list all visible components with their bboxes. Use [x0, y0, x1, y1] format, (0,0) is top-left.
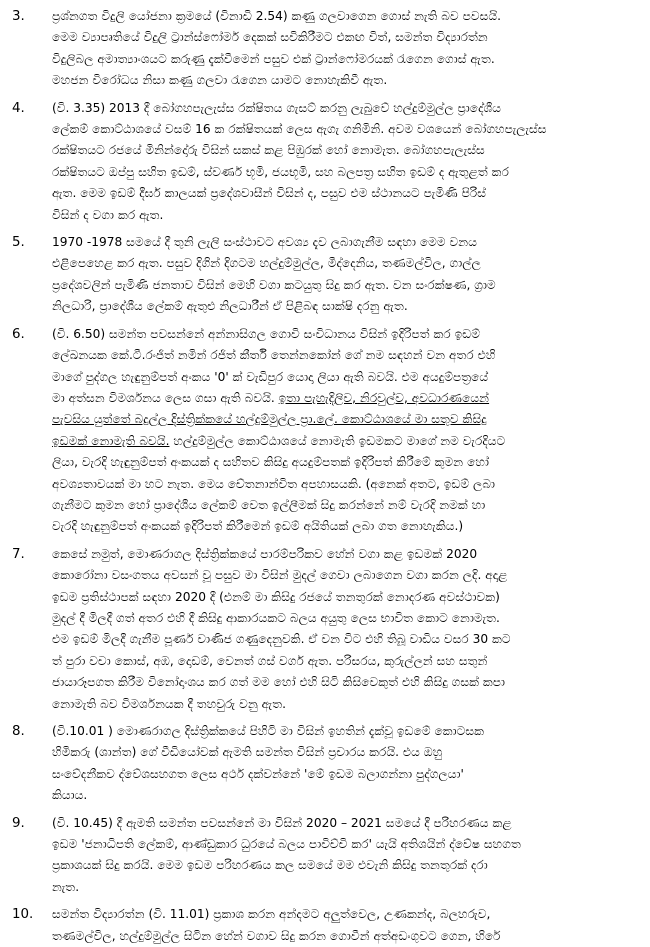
text-line: (වි. 3.35) 2013 දී බෝගහපැලැස්ස රක්ෂිතය ගැසට් කරනු ලැබුවේ හල්දුම්මුල්ල ප්‍රාදේශීය — [52, 100, 501, 115]
text-line: ලේකම් කොට්ඨාශයේ වසම් 16 ක රක්ෂිතයක් ලෙස ඇගැ ගනිමිනි. අවම වශයෙන් බෝගහපැලැස්ස — [52, 122, 547, 137]
text-line: (වි.10.01 ) මොණරාගල දිස්ත්‍රික්කයේ පිහිටි මා විසින් ඉහතින් දැක්වූ ඉඩමේ කොටසක — [52, 724, 485, 738]
text-line: ඉඩම 'ජනාධිපති ලේකම්, ආණ්ඩුකාර ධුරයේ බලය පාවිච්චි කර' යැයි අතිශයින් ද්වේෂ සහගත — [52, 837, 521, 852]
text-line: නැත. — [52, 879, 80, 894]
text-line: (වි. 10.45) දී ඇමති සමන්ත පවසන්නේ මා විසින් 2020 – 2021 සමයේ දී පරිහරණය කළ — [52, 815, 512, 830]
text-line: ඉඩමක් නොමැති බවයි. හල්දුම්මුල්ල කොට්ඨාශයේ නොමැති ඉඩමකට මාගේ නම වැරදියට — [52, 433, 506, 448]
text-line: මහජන විරෝධය නිසා කණු ගලවා රැගෙන යාමට නොහැකිවී ඇත. — [52, 73, 388, 88]
list-item — [12, 324, 628, 538]
text-line: කොරෝනා වසංගතය අවසන් වූ පසුව මා විසින් මුදල් ගෙවා ලබාගෙන වගා කරන ලදි. අදාළ — [52, 568, 508, 583]
item-paragraph — [52, 813, 628, 899]
text-line: අවශ්‍යතාවයක් මා හට නැත. මෙය චේතනාන්විත අපහාසයකි. (අනෙක් අතට, ඉඩම් ලබා — [52, 476, 496, 491]
text-line: ප්‍රශ්නගත විදුලි යෝජනා ක්‍රමයේ (විනාඩි 2.54) කණු ගලවාගෙන ගොස් නැති බව පවසයි. — [52, 9, 502, 23]
text-line: ඇත. මෙම ඉඩම් දීර්ඝ කාලයක් ප්‍රදේශවාසීන් විසින් ද, පසුව එම ස්ථානයට පැමිණි පිරිස් — [52, 186, 487, 201]
text-line: නොමැති බව විමර්ශනයක දී තහවුරු වනු ඇත. — [52, 696, 287, 711]
text-line: එළිපෙහෙළ කර ඇත. පසුව දිගින් දිගටම හල්දුම්මුල්ල, මීද්දෙනිය, තණමල්විල, ගාල්ල — [52, 256, 481, 271]
text-line: රක්ෂිතයට ඔප්පු සහිත ඉඩම්, ස්වර්ණ භූමි, ජයභූමි, සහ බලපත්‍ර සහිත ඉඩම් ද ඇතුළත් කර — [52, 164, 509, 179]
item-paragraph — [52, 324, 628, 538]
item-number: 3. — [12, 9, 25, 24]
item-number: 9. — [12, 815, 25, 831]
text-line: ගැනීමට කුමන හෝ ප්‍රාදේශීය ලේකම් වෙත ඉල්ලීමක් සිදු කරන්නේ නම් වැරදි නමක් හා — [52, 497, 486, 512]
text-line: කෙසේ නමුත්, මොණරාගල දිස්ත්‍රික්කයේ පාරම්පරිකව හේන් වගා කළ ඉඩමක් 2020 — [52, 546, 478, 561]
item-number: 4. — [12, 100, 25, 116]
text-line: සමන්ත විද්‍යාරත්න (වි. 11.01) ප්‍රකාශ කරන අන්දමට අලුත්වෙල, උණකන්ද, බලහරුව, — [52, 907, 491, 922]
text-line: විසින් ද වගා කර ඇත. — [52, 207, 164, 222]
item-number: 8. — [12, 724, 25, 739]
item-paragraph — [52, 544, 628, 715]
item-paragraph — [52, 232, 628, 318]
item-number: 6. — [12, 326, 25, 342]
text-line: 1970 -1978 සමයේ දී තුනි ලැලි සංස්ථාවට අවශ්‍ය දැව ලබාගැනීම සඳහා මෙම වනය — [52, 235, 477, 250]
item-number: 10. — [12, 907, 34, 923]
list-item — [12, 904, 628, 947]
item-paragraph — [52, 6, 628, 92]
text-line: තණමල්විල, හල්දුම්මුල්ල සිටින හේන් වගාව සිදු කරන ගොවීන් අත්අඩංගුවට ගෙන, හිරේ — [52, 928, 501, 943]
text-line: මෙම ව්‍යාපෘතියේ විදුලි ට්‍රාන්ස්ෆෝමර් දෙකක් සවිකිරීමට එකඟ විත්, සමන්ත විද්‍යාරත්න — [52, 30, 488, 45]
text-line: ලියා, වැරදි හැඳුනුම්පත් අංකයක් ද සහිතව කිසිදු අයදුම්පතක් ඉදිරිපත් කිරීමේ කුමන හෝ — [52, 455, 489, 470]
text-line: මා අත්සන විමර්ශනය ලෙස ගසා ඇති බවයි. ඉතා පැහැදිලිව, නිරවුල්ව, අවධාරණයෙන් — [52, 390, 490, 405]
text-line: ජායාරූපගත කිරීම විනෝදාංශය කර ගත් මම හෝ එහි සිටි කිසිවෙකුත් එහි කිසිදු ගසක් කපා — [52, 675, 506, 690]
text-line: ලේඛනයක කේ.ටී.රංජිත් නමින් රජිත් කීර්ති තෙන්නකෝන් ගේ නම සඳහන් වන අතර එහි — [52, 348, 496, 363]
list-item — [12, 6, 628, 92]
text-line: එම ඉඩම් මිලදී ගැනීම පූර්ණ වාණිජ ගණුදෙනුවකි. ඒ වන විට එහි තිබූ වාඩිය වසර 30 කට — [52, 632, 511, 647]
item-paragraph — [52, 904, 628, 947]
text-line: ප්‍රකාශයක් සිදු කරයි. මෙම ඉඩම පරිහරණය කල සමයේ මම එවැනි කිසිදු තනතුරක් දරා — [52, 858, 488, 873]
list-item — [12, 813, 628, 899]
text-line: කියාය. — [52, 788, 88, 803]
item-paragraph — [52, 721, 628, 807]
text-line: ප්‍රදේශවලින් පැමිණි ජනතාව විසින් මෙහි වගා කටයුතු සිදු කර ඇත. වන සංරක්ෂණ, ග්‍රාම — [52, 277, 496, 292]
text-line: වැරදි හැඳුනුම්පත් අංකයක් ඉදිරිපත් කිරීමෙන් ඉඩම් අයිතියක් ලබා ගත නොහැකිය.) — [52, 519, 464, 534]
list-item — [12, 721, 628, 807]
numbered-list — [12, 6, 628, 947]
item-number: 5. — [12, 235, 25, 251]
list-item — [12, 232, 628, 318]
list-item — [12, 544, 628, 715]
item-paragraph — [52, 98, 628, 226]
text-line: හිමිකරු (ශාන්ත) ගේ වීඩියෝවක් ඇමති සමන්ත විසින් ප්‍රචාරය කරයි. එය ඔහු — [52, 745, 443, 760]
text-line: විදුලිබල අමාත්‍යාංශයට කරුණු දැක්වීමෙන් පසුව එක් ට්‍රාන්ෆෝමරයක් රැගෙන ගොස් ඇත. — [52, 51, 495, 66]
text-line: ඉඩම ප්‍රතිස්ථාපක් සඳහා 2020 දී (එනම් මා කිසිදු රජයේ තනතුරක් නොදරණ අවස්ථාවක) — [52, 589, 500, 604]
text-line — [52, 409, 628, 430]
underlined-text: ඉඩමක් නොමැති බවයි. — [52, 433, 170, 448]
text-line: සංවේදනීකව ද්වේශසහගත ලෙස අර්ථ දක්වන්නේ 'මේ ඉඩම බලාගන්නා පුද්ගලයා' — [52, 766, 464, 781]
underlined-text: පැවසිය යුත්තේ බදුල්ල දිස්ත්‍රික්කයේ හල්දුම්මුල්ල ප්‍රා.ලේ. කොට්ඨාශයේ මා සතුව කිසිදු — [52, 412, 487, 427]
item-number: 7. — [12, 546, 25, 562]
text-line: ත් පුරා වචා කොස්, අඹ, දොඩම්, වෙනත් ගස් වර්ග ඇත. පරිසරය, කුරුල්ලන් සහ සතුන් — [52, 653, 488, 668]
text-line: රක්ෂිතයට රජයේ මිනින්දෝරු විසින් සකස් කළ පිඹුරක් හෝ නොමැත. බෝගහපැලැස්ස — [52, 143, 485, 158]
text-line: මාගේ පුද්ගල හැඳුනුම්පත් අංකය '0' ක් වැඩිපුර යොදා ලියා ඇති බවයි. එම අයදුම්පත්‍රයේ — [52, 369, 489, 384]
underlined-text: ඉතා පැහැදිලිව, නිරවුල්ව, අවධාරණයෙන් — [278, 390, 490, 405]
list-item — [12, 98, 628, 226]
text-line: නිලධාරි, ප්‍රාදේශීය ලේකම් ඇතුළු නිලධාරීන් ඒ පිළිබඳ සාක්ෂි දරනු ඇත. — [52, 299, 408, 314]
text-line: (වි. 6.50) සමන්ත පවසන්නේ අන්නාසිගල ගොවි සංවිධානය විසින් ඉදිරිපත් කර ඉඩම් — [52, 326, 481, 341]
text-line: මුදල් දී මිලදී ගත් අතර එහි දී කිසිදු ආකාරයකට බලය අයුතු ලෙස භාවිත කොට නොමැත. — [52, 610, 500, 625]
